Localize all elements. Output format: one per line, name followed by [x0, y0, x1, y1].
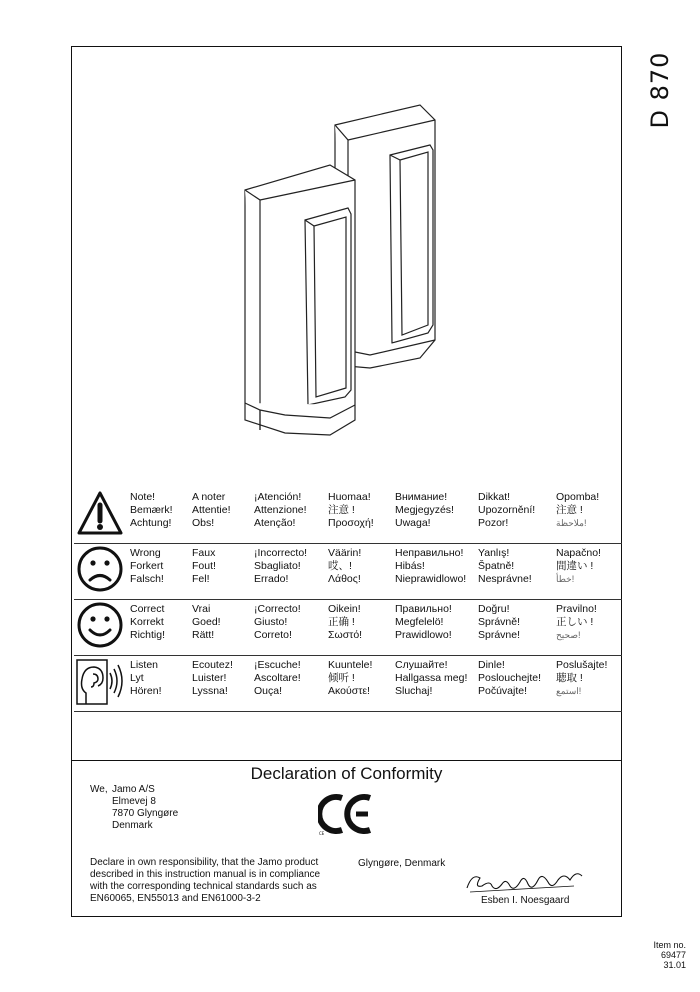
lang-col-1 [130, 603, 165, 642]
cell-text: 倾听 ! [328, 672, 355, 684]
cell-text: Hallgassa meg! [395, 672, 468, 684]
cell-text: Fout! [192, 560, 216, 572]
speaker-illustration [230, 100, 460, 445]
cell-text: صحيح! [556, 630, 581, 640]
cell-text: Προσοχή! [328, 517, 374, 529]
cell-text: Správně! [478, 616, 521, 628]
we-label: We, [90, 784, 108, 795]
cell-text: Obs! [192, 517, 215, 529]
lang-col-5 [395, 659, 467, 698]
address-line: Denmark [112, 820, 153, 831]
cell-text: Pravilno! [556, 603, 597, 615]
lang-col-5 [395, 491, 454, 530]
lang-col-2 [192, 491, 231, 530]
ce-mark-text: CE [319, 831, 325, 836]
lang-col-2 [192, 547, 216, 586]
cell-text: Giusto! [254, 616, 288, 628]
lang-col-6 [478, 491, 535, 530]
cell-text: Faux [192, 547, 216, 559]
cell-text: Správne! [478, 629, 521, 641]
cell-text: Correct [130, 603, 165, 615]
ce-mark-icon [318, 792, 378, 836]
cell-text: Richtig! [130, 629, 166, 641]
lang-col-6 [478, 659, 541, 698]
lang-col-4 [328, 491, 374, 530]
cell-text: Korrekt [130, 616, 164, 628]
cell-text: ¡Escuche! [254, 659, 301, 671]
lang-col-6 [478, 547, 532, 586]
declaration-place: Glyngøre, Denmark [358, 858, 446, 869]
cell-text: Falsch! [130, 573, 164, 585]
cell-text: Kuuntele! [328, 659, 373, 671]
item-number-block [653, 940, 686, 970]
cell-text: 正确 ! [328, 616, 355, 628]
cell-text: Listen [130, 659, 159, 671]
cell-text: Bemærk! [130, 504, 173, 516]
lang-col-5 [395, 547, 466, 586]
lang-col-1 [130, 547, 164, 586]
cell-text: Väärin! [328, 547, 362, 559]
cell-text: Ascoltare! [254, 672, 301, 684]
section-divider [71, 760, 622, 761]
cell-text: Megjegyzés! [395, 504, 454, 516]
cell-text: Lyt [130, 672, 144, 684]
cell-text: 間違い ! [556, 560, 594, 572]
lang-col-4 [328, 659, 372, 698]
table-row-listen [74, 655, 622, 712]
cell-text: Pozor! [478, 517, 509, 529]
cell-text: استمع! [556, 686, 582, 696]
item-date: 31.01 [663, 960, 686, 970]
cell-text: ملاحظة! [556, 518, 587, 528]
cell-text: Goed! [192, 616, 221, 628]
warning-icon [76, 489, 124, 537]
cell-text: Poslouchejte! [478, 672, 542, 684]
lang-col-4 [328, 603, 362, 642]
sad-face-icon [76, 545, 124, 593]
cell-text: Doğru! [478, 603, 510, 615]
lang-col-7 [556, 659, 607, 698]
cell-text: Dikkat! [478, 491, 511, 503]
declaration-statement: Declare in own responsibility, that the Jamo product described in this instruction manual is in compliance with the corresponding technical standards such as EN60065, EN55013 and EN61000-3-2 [90, 857, 321, 904]
item-label: Item no. [653, 940, 686, 950]
cell-text: Rätt! [192, 629, 215, 641]
cell-text: Uwaga! [395, 517, 431, 529]
cell-text: Achtung! [130, 517, 172, 529]
cell-text: Atenção! [254, 517, 296, 529]
cell-text: 哎、! [328, 560, 352, 572]
cell-text: Σωστό! [328, 629, 363, 641]
cell-text: Correto! [254, 629, 292, 641]
lang-col-4 [328, 547, 361, 586]
cell-text: Attentie! [192, 504, 231, 516]
cell-text: Слушайте! [395, 659, 448, 671]
table-row-wrong [74, 543, 622, 600]
cell-text: Napačno! [556, 547, 601, 559]
table-row-note [74, 487, 622, 544]
cell-text: Правильно! [395, 603, 452, 615]
lang-col-6 [478, 603, 520, 642]
lang-col-7 [556, 491, 599, 530]
cell-text: Sbagliato! [254, 560, 301, 572]
happy-face-icon [76, 601, 124, 649]
cell-text: 聴取 ! [556, 672, 583, 684]
address-lines [112, 784, 178, 832]
cell-text: خطأ! [556, 574, 575, 584]
item-number: 69477 [660, 950, 686, 960]
cell-text: Poslušajte! [556, 659, 608, 671]
cell-text: Oikein! [328, 603, 361, 615]
cell-text: Неправильно! [395, 547, 464, 559]
declaration-title: Declaration of Conformity [250, 764, 443, 783]
cell-text: ¡Incorrecto! [254, 547, 308, 559]
cell-text: Nesprávne! [478, 573, 532, 585]
cell-text: Errado! [254, 573, 289, 585]
address-line: 7870 Glyngøre [112, 808, 179, 819]
cell-text: Forkert [130, 560, 164, 572]
cell-text: 注意 ! [328, 504, 355, 516]
address-line: Jamo A/S [112, 784, 155, 795]
cell-text: Yanlış! [478, 547, 510, 559]
lang-col-1 [130, 659, 162, 698]
cell-text: Huomaa! [328, 491, 371, 503]
cell-text: Sluchaj! [395, 685, 433, 697]
cell-text: Opomba! [556, 491, 600, 503]
cell-text: Prawidlowo! [395, 629, 452, 641]
cell-text: Dinle! [478, 659, 505, 671]
listening-ear-icon [76, 657, 124, 705]
cell-text: Upozornění! [478, 504, 536, 516]
cell-text: Počúvajte! [478, 685, 528, 697]
lang-col-7 [556, 603, 597, 642]
cell-text: Attenzione! [254, 504, 307, 516]
cell-text: Ακούστε! [328, 685, 370, 697]
cell-text: Špatně! [478, 560, 515, 572]
cell-text: Внимание! [395, 491, 448, 503]
cell-text: Megfelelö! [395, 616, 444, 628]
lang-col-3 [254, 547, 307, 586]
lang-col-2 [192, 603, 221, 642]
cell-text: 注意 ! [556, 504, 583, 516]
table-row-correct [74, 599, 622, 656]
cell-text: A noter [192, 491, 226, 503]
lang-col-3 [254, 603, 301, 642]
cell-text: 正しい ! [556, 616, 594, 628]
model-number: D 870 [646, 51, 674, 129]
cell-text: Λάθος! [328, 573, 361, 585]
cell-text: Lyssna! [192, 685, 228, 697]
cell-text: Vrai [192, 603, 211, 615]
cell-text: ¡Atención! [254, 491, 302, 503]
lang-col-3 [254, 659, 301, 698]
cell-text: Hören! [130, 685, 162, 697]
lang-col-1 [130, 491, 173, 530]
cell-text: Note! [130, 491, 156, 503]
lang-col-2 [192, 659, 233, 698]
signer-name: Esben I. Noesgaard [481, 895, 570, 906]
lang-col-5 [395, 603, 452, 642]
signature [462, 868, 587, 898]
lang-col-3 [254, 491, 307, 530]
lang-col-7 [556, 547, 601, 586]
cell-text: ¡Correcto! [254, 603, 301, 615]
cell-text: Fel! [192, 573, 210, 585]
cell-text: Ecoutez! [192, 659, 233, 671]
cell-text: Nieprawidlowo! [395, 573, 467, 585]
address-line: Elmevej 8 [112, 796, 156, 807]
cell-text: Ouça! [254, 685, 283, 697]
cell-text: Wrong [130, 547, 161, 559]
cell-text: Luister! [192, 672, 227, 684]
cell-text: Hibás! [395, 560, 425, 572]
